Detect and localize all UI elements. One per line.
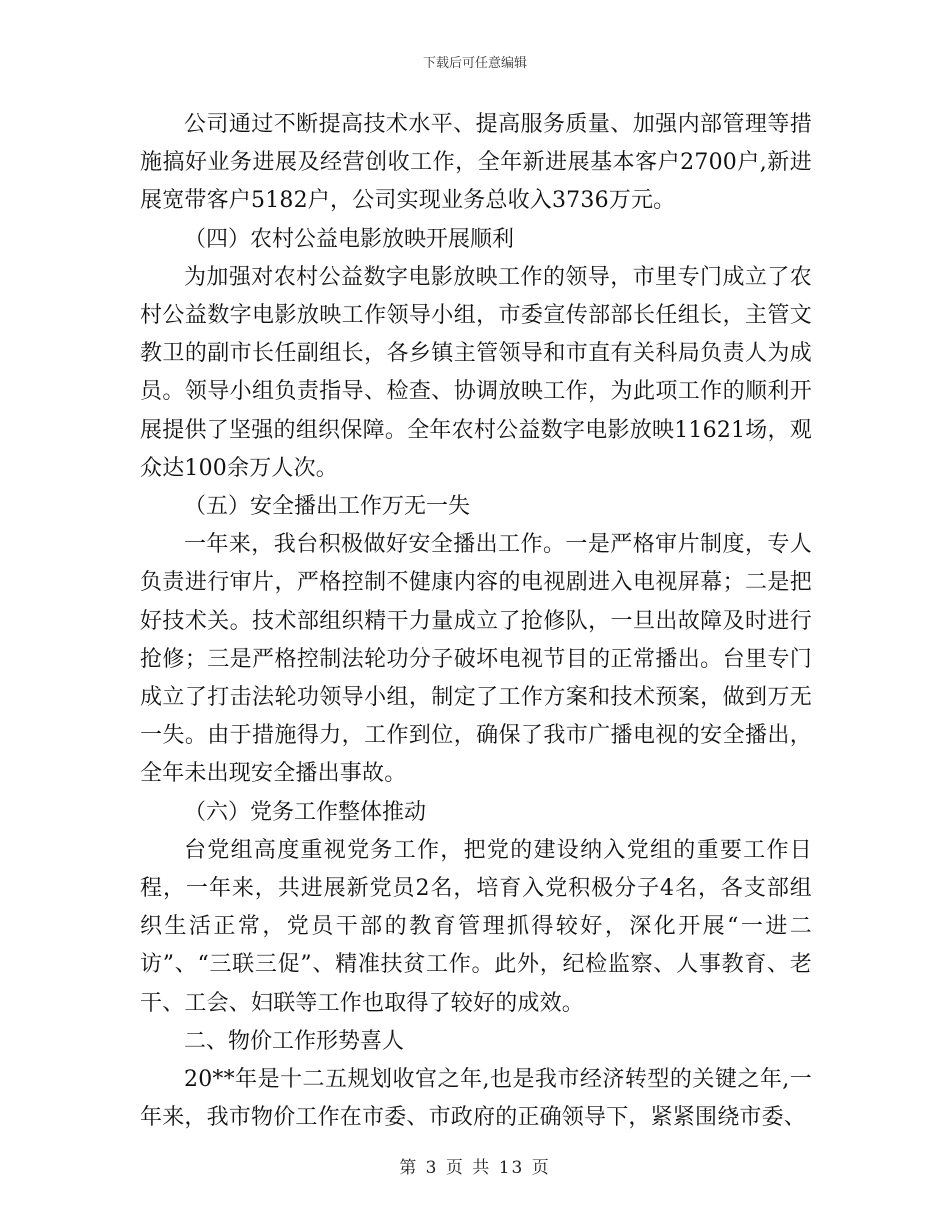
section-heading-party-affairs: （六）党务工作整体推动 — [184, 799, 427, 825]
paragraph-party-affairs: 台党组高度重视党务工作，把党的建设纳入党组的重要工作日程，一年来，共进展新党员2名，培育入党积极分子4名，各支部组织生活正常，党员干部的教育管理抓得较好，深化开展“一进二访”、“三联三促”、精准扶贫工作。此外，纪检监察、人事教育、老干、工会、妇联等工作也取得了较好的成效。 — [140, 837, 812, 1016]
page-header-note: 下载后可任意编辑 — [422, 56, 527, 71]
paragraph-safe-broadcast: 一年来，我台积极做好安全播出工作。一是严格审片制度，专人负责进行审片，严格控制不健康内容的电视剧进入电视屏幕；二是把好技术关。技术部组织精干力量成立了抢修队，一旦出故障及时进行抢修；三是严格控制法轮功分子破坏电视节目的正常播出。台里专门成立了打击法轮功领导小组，制定了工作方案和技术预案，做到万无一失。由于措施得力，工作到位，确保了我市广播电视的安全播出，全年未出现安全播出事故。 — [140, 532, 812, 787]
document-body — [140, 106, 812, 1137]
paragraph-rural-film: 为加强对农村公益数字电影放映工作的领导，市里专门成立了农村公益数字电影放映工作领导小组，市委宣传部部长任组长，主管文教卫的副市长任副组长，各乡镇主管领导和市直有关科局负责人为成员。领导小组负责指导、检查、协调放映工作，为此项工作的顺利开展提供了坚强的组织保障。全年农村公益数字电影放映11621场，观众达100余万人次。 — [140, 264, 812, 481]
paragraph-price-work: 20**年是十二五规划收官之年,也是我市经济转型的关键之年,一年来，我市物价工作在市委、市政府的正确领导下，紧紧围绕市委、 — [140, 1067, 812, 1131]
section-heading-price-work: 二、物价工作形势喜人 — [184, 1028, 405, 1054]
paragraph-company-business: 公司通过不断提高技术水平、提高服务质量、加强内部管理等措施搞好业务进展及经营创收工作，全年新进展基本客户2700户,新进展宽带客户5182户，公司实现业务总收入3736万元。 — [140, 112, 812, 214]
page-number: 第 3 页 共 13 页 — [399, 1158, 551, 1178]
section-heading-rural-film: （四）农村公益电影放映开展顺利 — [184, 226, 515, 252]
section-heading-safe-broadcast: （五）安全播出工作万无一失 — [184, 494, 471, 520]
